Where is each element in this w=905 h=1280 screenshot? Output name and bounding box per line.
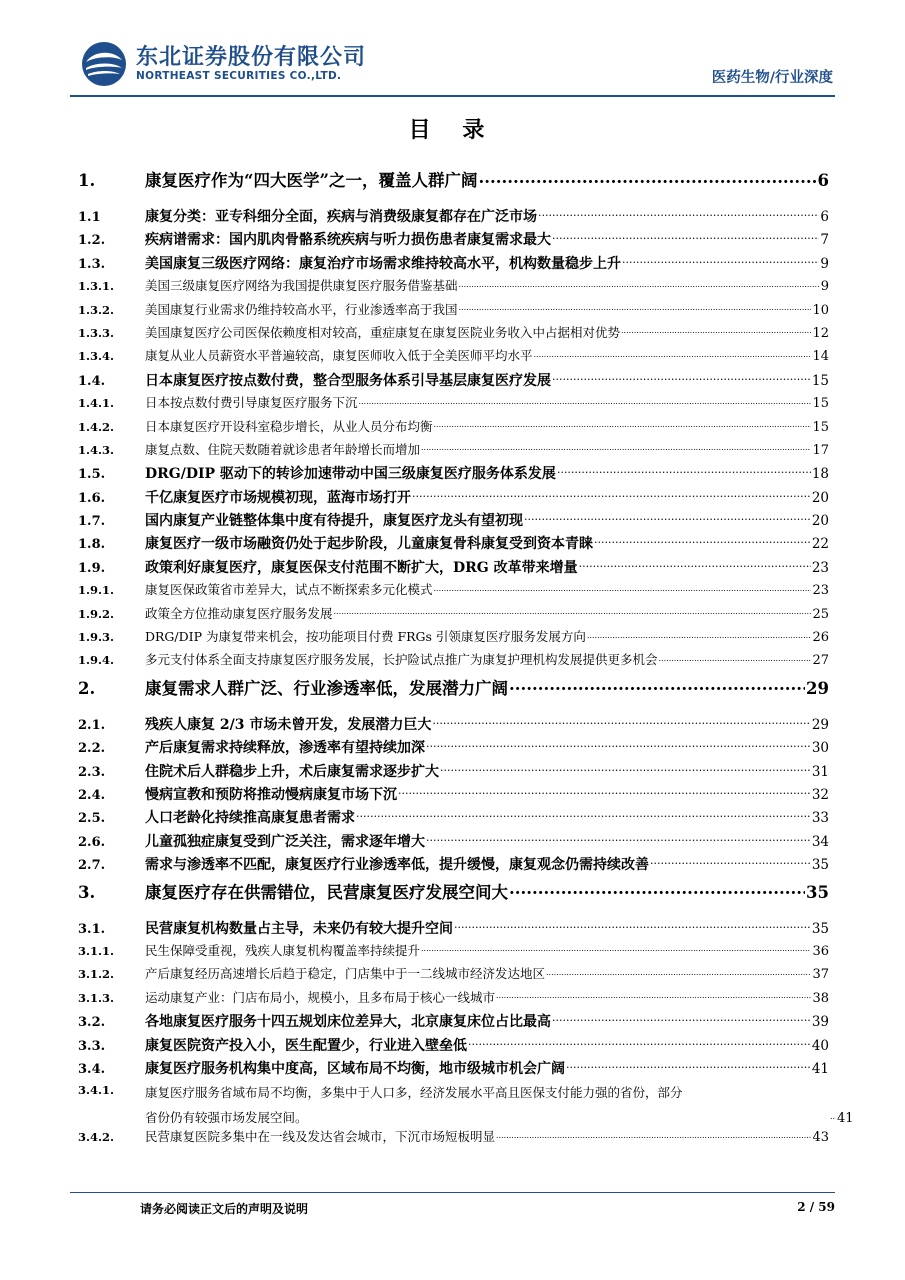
toc-entry-number: 2.3.: [78, 764, 106, 780]
toc-leader-dots: [426, 738, 811, 752]
toc-entry-page: 6: [820, 209, 829, 225]
toc-entry-page: 23: [812, 583, 829, 599]
toc-entry[interactable]: [78, 417, 829, 440]
toc-leader-dots: [587, 629, 812, 642]
toc-leader-dots: [557, 464, 811, 478]
toc-entry-page: 25: [812, 606, 829, 622]
toc-entry[interactable]: [78, 370, 829, 393]
toc-entry[interactable]: [78, 1035, 829, 1058]
toc-entry-title: 产后康复经历高速增长后趋于稳定，门店集中于一二线城市经济发达地区: [145, 966, 546, 982]
toc-entry[interactable]: [78, 580, 829, 603]
toc-leader-dots: [552, 1012, 811, 1026]
toc-entry-page: 22: [811, 536, 829, 553]
toc-entry-number: 1.9.: [78, 560, 106, 576]
toc-entry-page: 6: [817, 171, 829, 190]
page-indicator: 2 / 59: [797, 1200, 835, 1214]
toc-entry[interactable]: [78, 737, 829, 760]
toc-entry-number: 2.4.: [78, 787, 106, 803]
toc-entry-title: 美国康复医疗公司医保依赖度相对较高，重症康复在康复医院业务收入中占据相对优势: [145, 324, 621, 340]
toc-entry-title: 产后康复需求持续释放，渗透率有望持续加深: [145, 740, 425, 757]
toc-entry-number: 2.2.: [78, 741, 106, 757]
toc-entry-title: 多元支付体系全面支持康复医疗服务发展，长护险试点推广为康复护理机构发展提供更多机会: [145, 652, 658, 668]
toc-entry-number: 2.1.: [78, 717, 106, 733]
toc-entry-title: 美国康复行业需求仍维持较高水平，行业渗透率高于我国: [145, 301, 458, 317]
toc-entry-title: 日本按点数付费引导康复医疗服务下沉: [145, 395, 358, 411]
toc-leader-dots: [398, 785, 811, 799]
toc-entry-title: 民营康复医院多集中在一线及发达省会城市，下沉市场短板明显: [145, 1129, 496, 1145]
toc-entry[interactable]: [78, 276, 829, 299]
toc-entry[interactable]: [78, 1127, 829, 1150]
brand-name-en: NORTHEAST SECURITIES CO.,LTD.: [136, 70, 342, 82]
toc-entry[interactable]: [78, 229, 829, 252]
toc-entry-number: 2.: [78, 678, 96, 698]
toc-leader-dots: [650, 855, 811, 869]
toc-entry[interactable]: [78, 918, 829, 941]
toc-entry-page: 20: [811, 489, 829, 506]
toc-entry-page: 9: [820, 255, 829, 272]
toc-leader-dots: [524, 511, 811, 525]
toc-entry-title: 康复需求人群广泛、行业渗透率低，发展潜力广阔: [145, 678, 508, 698]
report-category: 医药生物/行业深度: [711, 70, 833, 86]
toc-entry-page: 35: [811, 920, 829, 937]
toc-entry[interactable]: [78, 761, 829, 784]
toc-entry-page: 38: [812, 990, 829, 1006]
toc-entry-title: 残疾人康复 2/3 市场未曾开发，发展潜力巨大: [145, 716, 432, 733]
toc-entry-page: 10: [812, 302, 829, 318]
toc-leader-dots: [468, 1036, 811, 1050]
toc-entry-title: 政策利好康复医疗，康复医保支付范围不断扩大，DRG 改革带来增量: [145, 559, 578, 576]
toc-entry-number: 3.4.: [78, 1061, 106, 1077]
toc-entry-page: 18: [811, 466, 829, 483]
toc-entry[interactable]: [78, 1058, 829, 1081]
toc-leader-dots: [659, 652, 812, 665]
toc-entry-title: 美国康复三级医疗网络：康复治疗市场需求维持较高水平，机构数量稳步上升: [145, 255, 621, 272]
toc-leader-dots: [509, 881, 805, 898]
footer-divider: [70, 1192, 835, 1193]
toc-leader-dots: [432, 715, 810, 729]
brand-name-cn: 东北证券股份有限公司: [136, 45, 367, 70]
toc-entry-title: 人口老龄化持续推高康复患者需求: [145, 810, 355, 827]
toc-entry-page: 12: [812, 325, 829, 341]
toc-entry[interactable]: [78, 675, 829, 705]
toc-entry-title: 住院术后人群稳步上升，术后康复需求逐步扩大: [145, 763, 439, 780]
toc-entry-number: 3.3.: [78, 1038, 106, 1054]
toc-leader-dots: [356, 808, 811, 822]
toc-entry-page: 9: [820, 279, 829, 295]
toc-entry-page: 30: [811, 740, 829, 757]
toc-entry[interactable]: [78, 1081, 854, 1127]
toc-entry-title: 疾病谱需求：国内肌肉骨骼系统疾病与听力损伤患者康复需求最大: [145, 232, 551, 249]
toc-leader-dots: [412, 488, 811, 502]
toc-entry[interactable]: [78, 650, 829, 673]
toc-entry-page: 17: [812, 442, 829, 458]
toc-leader-dots: [594, 534, 811, 548]
toc-entry-title: 康复医保政策省市差异大，试点不断探索多元化模式: [145, 582, 433, 598]
toc-entry-page: 36: [812, 943, 829, 959]
toc-entry-number: 2.7.: [78, 858, 106, 874]
toc-entry-number: 1.9.1.: [78, 583, 115, 598]
toc-entry-number: 1.7.: [78, 514, 106, 530]
toc-entry-title: DRG/DIP 驱动下的转诊加速带动中国三级康复医疗服务体系发展: [145, 466, 556, 483]
toc-entry[interactable]: [78, 463, 829, 486]
toc-entry-number: 1.2.: [78, 233, 106, 249]
toc-entry-title: 康复医疗存在供需错位，民营康复医疗发展空间大: [145, 882, 508, 902]
toc-entry[interactable]: [78, 300, 829, 323]
toc-entry-title: DRG/DIP 为康复带来机会，按功能项目付费 FRGs 引领康复医疗服务发展方向: [145, 629, 586, 645]
toc-entry-number: 3.1.3.: [78, 990, 115, 1005]
toc-entry-number: 1.3.1.: [78, 279, 115, 294]
toc-entry-page: 29: [811, 716, 829, 733]
toc-leader-dots: [359, 395, 812, 408]
toc-entry[interactable]: [78, 533, 829, 556]
toc-entry[interactable]: [78, 206, 829, 229]
toc-entry[interactable]: [78, 346, 829, 369]
toc-entry[interactable]: [78, 557, 829, 580]
toc-entry-title: 运动康复产业：门店布局小，规模小，且多布局于核心一线城市: [145, 989, 496, 1005]
northeast-securities-logo-icon: [80, 40, 128, 88]
toc-entry[interactable]: [78, 487, 829, 510]
toc-entry-number: 1.3.4.: [78, 349, 115, 364]
toc-leader-dots: [538, 207, 819, 221]
toc-entry[interactable]: [78, 1011, 829, 1034]
toc-entry-page: 41: [837, 1111, 854, 1127]
toc-entry-number: 1.3.: [78, 256, 106, 272]
toc-entry-title: 慢病宣教和预防将推动慢病康复市场下沉: [145, 786, 397, 803]
toc-entry[interactable]: [78, 941, 829, 964]
toc-entry-title: 各地康复医疗服务十四五规划床位差异大，北京康复床位占比最高: [145, 1014, 551, 1031]
toc-entry[interactable]: [78, 964, 829, 987]
toc-entry-number: 3.4.2.: [78, 1130, 115, 1145]
toc-entry[interactable]: [78, 323, 829, 346]
toc-leader-dots: [566, 1059, 811, 1073]
toc-entry[interactable]: [78, 854, 829, 877]
toc-leader-dots: [421, 942, 811, 955]
toc-entry-title: 康复医院资产投入小，医生配置少，行业进入壁垒低: [145, 1037, 467, 1054]
toc-leader-dots: [552, 371, 811, 385]
toc-leader-dots: [496, 989, 811, 1002]
toc-entry-title: 康复医疗作为“四大医学”之一，覆盖人群广阔: [145, 171, 478, 190]
toc-entry-page: 40: [811, 1037, 829, 1054]
toc-entry-number: 1.9.3.: [78, 630, 115, 645]
toc-leader-dots: [546, 966, 811, 979]
toc-leader-dots: [426, 832, 811, 846]
toc-entry-number: 1.9.4.: [78, 653, 115, 668]
toc-entry-page: 35: [811, 857, 829, 874]
toc-entry-title: 政策全方位推动康复医疗服务发展: [145, 605, 333, 621]
toc-entry-number: 3.1.1.: [78, 943, 115, 958]
toc-entry[interactable]: [78, 167, 829, 197]
toc-entry-page: 29: [806, 678, 829, 698]
toc-leader-dots: [459, 278, 820, 291]
toc-entry[interactable]: [78, 627, 829, 650]
toc-entry-number: 1.3.2.: [78, 302, 115, 317]
toc-entry-number: 1.3.3.: [78, 325, 115, 340]
toc-entry-number: 3.1.: [78, 921, 106, 937]
toc-entry[interactable]: [78, 510, 829, 533]
toc-entry-title: 康复医疗一级市场融资仍处于起步阶段，儿童康复骨科康复受到资本青睐: [145, 536, 593, 553]
toc-entry-number: 3.4.1.: [78, 1083, 115, 1098]
toc-entry-title: 康复医疗服务省域布局不均衡，多集中于人口多，经济发展水平高且医保支付能力强的省份，部分: [145, 1085, 683, 1101]
toc-entry-page: 31: [811, 763, 829, 780]
toc-leader-dots: [478, 170, 816, 187]
toc-leader-dots: [434, 582, 812, 595]
toc-entry-title: 千亿康复医疗市场规模初现，蓝海市场打开: [145, 489, 411, 506]
table-of-contents: [78, 166, 854, 1151]
toc-leader-dots: [496, 1129, 811, 1142]
toc-entry-title: 儿童孤独症康复受到广泛关注，需求逐年增大: [145, 833, 425, 850]
toc-entry[interactable]: [78, 807, 829, 830]
toc-entry-page: 37: [812, 967, 829, 983]
toc-entry-title: 国内康复产业链整体集中度有待提升，康复医疗龙头有望初现: [145, 513, 523, 530]
toc-entry-title: 美国三级康复医疗网络为我国提供康复医疗服务借鉴基础: [145, 278, 458, 294]
toc-entry-page: 26: [812, 630, 829, 646]
toc-leader-dots: [440, 762, 811, 776]
toc-leader-dots: [534, 348, 812, 361]
toc-entry-page: 15: [811, 372, 829, 389]
toc-entry-page: 7: [820, 232, 829, 249]
toc-leader-dots: [552, 230, 819, 244]
toc-leader-dots: [454, 919, 811, 933]
toc-entry-number: 3.: [78, 882, 96, 902]
toc-entry-title: 民生保障受重视，残疾人康复机构覆盖率持续提升: [145, 942, 421, 958]
toc-entry[interactable]: [78, 988, 829, 1011]
toc-entry-page: 34: [811, 833, 829, 850]
toc-entry-page: 15: [812, 396, 829, 412]
toc-entry[interactable]: [78, 253, 829, 276]
toc-entry-number: 1.4.3.: [78, 442, 115, 457]
toc-entry-title: 康复从业人员薪资水平普遍较高，康复医师收入低于全美医师平均水平: [145, 348, 533, 364]
toc-entry[interactable]: [78, 604, 829, 627]
toc-entry-title: 日本康复医疗开设科室稳步增长，从业人员分布均衡: [145, 418, 433, 434]
toc-leader-dots: [421, 441, 811, 454]
header-divider: [70, 95, 835, 97]
toc-entry-number: 1.4.: [78, 373, 106, 389]
toc-entry-number: 2.5.: [78, 811, 106, 827]
toc-entry[interactable]: [78, 393, 829, 416]
toc-entry-page: 27: [812, 653, 829, 669]
page-header: [70, 38, 835, 94]
toc-leader-dots: [459, 301, 812, 314]
toc-entry-title: 康复点数、住院天数随着就诊患者年龄增长而增加: [145, 441, 421, 457]
toc-entry[interactable]: [78, 714, 829, 737]
toc-entry-page: 41: [811, 1060, 829, 1077]
toc-entry-title: 日本康复医疗按点数付费，整合型服务体系引导基层康复医疗发展: [145, 372, 551, 389]
toc-leader-dots: [579, 558, 811, 572]
toc-entry[interactable]: [78, 879, 829, 909]
toc-entry-page: 14: [812, 349, 829, 365]
toc-entry-title: 康复分类：亚专科细分全面，疾病与消费级康复都存在广泛市场: [145, 209, 537, 225]
toc-entry-page: 15: [812, 419, 829, 435]
toc-entry-number: 3.2.: [78, 1015, 106, 1031]
toc-entry-number: 1.6.: [78, 490, 106, 506]
toc-entry-page: 43: [812, 1130, 829, 1146]
toc-entry-number: 1.4.2.: [78, 419, 115, 434]
toc-entry-title: 需求与渗透率不匹配，康复医疗行业渗透率低，提升缓慢，康复观念仍需持续改善: [145, 857, 649, 874]
toc-entry-page: 33: [811, 810, 829, 827]
toc-entry-page: 20: [811, 513, 829, 530]
toc-entry-page: 23: [811, 559, 829, 576]
toc-entry[interactable]: [78, 831, 829, 854]
toc-entry-number: 2.6.: [78, 834, 106, 850]
toc-entry-page: 39: [811, 1014, 829, 1031]
toc-entry-title-continued: 省份仍有较强市场发展空间。: [145, 1110, 308, 1126]
toc-entry-number: 1.9.2.: [78, 606, 115, 621]
toc-entry-number: 1.4.1.: [78, 396, 115, 411]
toc-leader-dots: [509, 677, 805, 694]
toc-entry-page: 35: [806, 882, 829, 902]
toc-entry-title: 民营康复机构数量占主导，未来仍有较大提升空间: [145, 920, 453, 937]
toc-leader-dots: [622, 254, 819, 268]
toc-entry-number: 1.5.: [78, 467, 106, 483]
toc-leader-dots: [334, 605, 812, 618]
toc-entry-number: 1.: [78, 171, 96, 190]
toc-entry-number: 1.1: [78, 210, 101, 225]
toc-entry-page: 32: [811, 786, 829, 803]
toc-leader-dots: [830, 1110, 836, 1123]
toc-title: 目 录: [408, 117, 497, 143]
footer-disclaimer: 请务必阅读正文后的声明及说明: [140, 1202, 309, 1216]
toc-entry[interactable]: [78, 784, 829, 807]
toc-entry[interactable]: [78, 440, 829, 463]
toc-entry-number: 3.1.2.: [78, 967, 115, 982]
toc-entry-number: 1.8.: [78, 537, 106, 553]
toc-entry-title: 康复医疗服务机构集中度高，区域布局不均衡，地市级城市机会广阔: [145, 1060, 565, 1077]
toc-leader-dots: [434, 418, 812, 431]
toc-leader-dots: [621, 324, 811, 337]
